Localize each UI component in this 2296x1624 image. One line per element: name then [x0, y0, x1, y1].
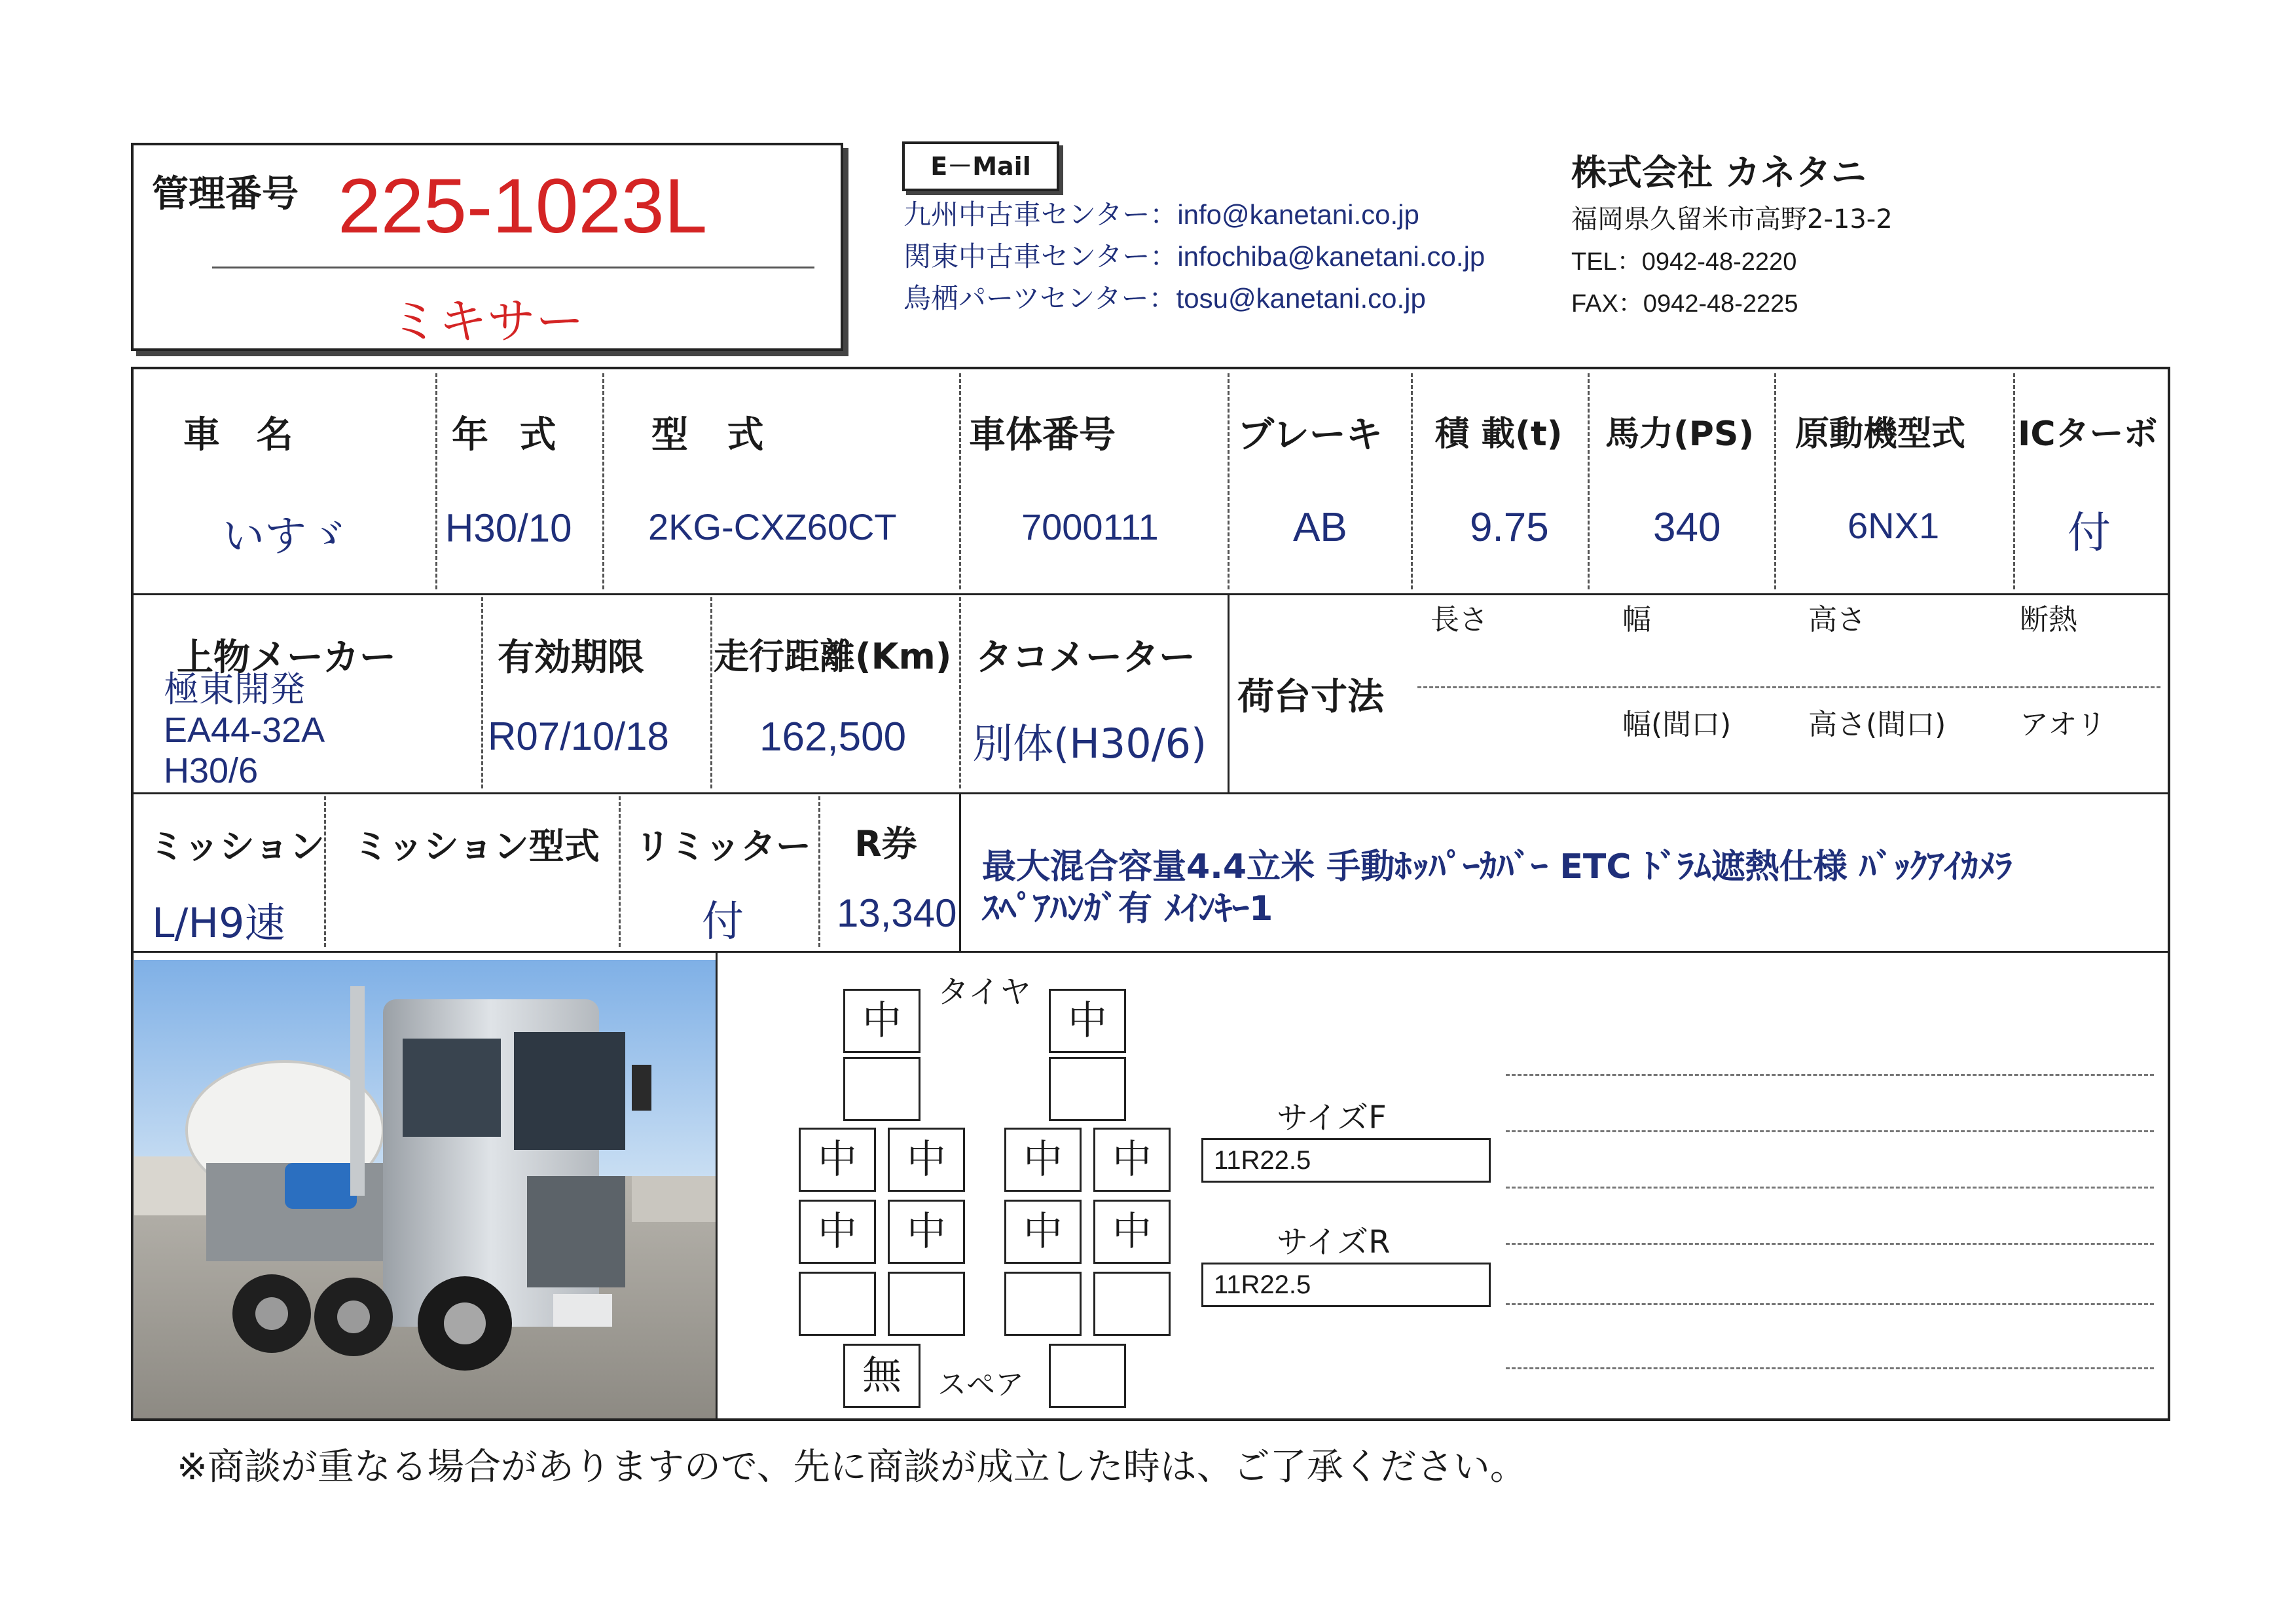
r1-sep-1: [435, 373, 437, 589]
dim-opening-height-label: 高さ(間口): [1808, 708, 1946, 741]
label-body-maker: 上物メーカー: [177, 637, 396, 679]
body-maker-model: EA44-32A: [164, 710, 325, 750]
photo-border: [716, 951, 718, 1421]
vehicle-kind: ミキサー: [390, 293, 584, 350]
management-label: 管理番号: [152, 173, 299, 215]
row-divider-2: [131, 792, 2170, 794]
r1-sep-5: [1411, 373, 1413, 589]
tire-front-left: 中: [843, 989, 920, 1053]
company-tel: TEL：0942-48-2220: [1571, 248, 1797, 276]
value-payload: 9.75: [1470, 505, 1549, 550]
dim-length-label: 長さ: [1430, 603, 1488, 637]
value-tachometer: 別体(H30/6): [972, 720, 1207, 767]
value-brake: AB: [1293, 505, 1347, 550]
remarks-line-5: [1506, 1303, 2154, 1305]
value-transmission: L/H9速: [152, 899, 285, 947]
value-r-ticket: 13,340: [837, 891, 957, 935]
value-chassis-number: 7000111: [1021, 506, 1159, 547]
notes-line-1: 最大混合容量4.4立米 手動ﾎｯﾊﾟｰｶﾊﾞｰ ETC ﾄﾞﾗﾑ遮熱仕様 ﾊﾞｯｸｱｲｶﾒﾗ: [982, 847, 2013, 887]
r2-sep-4: [1228, 593, 1230, 792]
header-payload: 積 載(t): [1435, 415, 1563, 454]
dim-height-label: 高さ: [1808, 603, 1866, 637]
header-vehicle-name: 車 名: [183, 414, 305, 456]
r2-sep-3: [959, 597, 961, 788]
label-cargo-dimensions: 荷台寸法: [1237, 676, 1384, 718]
tire-rear3-4: [1093, 1272, 1171, 1336]
dim-side-gate-label: アオリ: [2020, 708, 2106, 741]
label-expiry: 有効期限: [498, 637, 644, 679]
r1-sep-3: [959, 373, 961, 589]
email-tag: E－Mail: [902, 141, 1059, 191]
tire-spare-status: 無: [843, 1344, 920, 1408]
body-maker-name: 極東開発: [164, 669, 305, 710]
header-model-year: 年 式: [452, 414, 566, 456]
size-r-value: 11R22.5: [1201, 1263, 1491, 1307]
dim-opening-width-label: 幅(間口): [1622, 708, 1732, 741]
remarks-line-3: [1506, 1187, 2154, 1189]
dim-insulation-label: 断熱: [2020, 603, 2077, 637]
tire-rear2-3: 中: [1004, 1200, 1082, 1264]
r2-sep-1: [481, 597, 483, 788]
body-maker-date: H30/6: [164, 751, 259, 790]
label-mileage: 走行距離(Km): [714, 636, 952, 677]
header-horsepower: 馬力(PS): [1605, 415, 1755, 454]
tire-rear1-3: 中: [1004, 1128, 1082, 1192]
size-f-label: サイズF: [1277, 1099, 1387, 1136]
value-ic-turbo: 付: [2068, 507, 2111, 558]
email-row-tosu: [903, 278, 1485, 320]
remarks-line-6: [1506, 1367, 2154, 1369]
tire-title: タイヤ: [938, 974, 1032, 1010]
tire-spare-box: [1049, 1344, 1126, 1408]
management-number: 225-1023L: [338, 163, 708, 249]
value-model-year: H30/10: [445, 506, 572, 550]
tire-rear1-1: 中: [799, 1128, 876, 1192]
company-address: 福岡県久留米市高野2-13-2: [1571, 204, 1893, 234]
r1-sep-8: [2013, 373, 2015, 589]
r3-sep-3: [818, 796, 820, 947]
r3-sep-2: [619, 796, 621, 947]
header-ic-turbo: ICターボ: [2018, 415, 2158, 454]
footer-note: ※商談が重なる場合がありますので、先に商談が成立した時は、ご了承ください。: [177, 1446, 1527, 1488]
email-address-kanto[interactable]: infochiba@kanetani.co.jp: [1177, 241, 1485, 272]
company-name: 株式会社 カネタニ: [1571, 152, 1867, 193]
remarks-line-1: [1506, 1074, 2154, 1076]
vehicle-photo: [134, 960, 716, 1418]
row-divider-1: [131, 593, 2170, 595]
email-address-kyushu[interactable]: info@kanetani.co.jp: [1177, 199, 1419, 230]
cargo-divider: [1417, 686, 2160, 688]
value-expiry: R07/10/18: [488, 714, 669, 758]
remarks-line-4: [1506, 1243, 2154, 1245]
r3-sep-4: [959, 792, 961, 951]
header-limiter: リミッター: [635, 826, 811, 867]
mixer-truck-image: [134, 960, 716, 1418]
email-row-kyushu: [903, 194, 1485, 236]
tire-rear2-1: 中: [799, 1200, 876, 1264]
company-block: [1571, 148, 1893, 325]
management-box: [131, 143, 843, 351]
value-mileage: 162,500: [759, 714, 907, 760]
tire-rear2-2: 中: [888, 1200, 965, 1264]
tire-rear1-4: 中: [1093, 1128, 1171, 1192]
r1-sep-2: [602, 373, 604, 589]
value-horsepower: 340: [1653, 505, 1721, 550]
tire-rear3-1: [799, 1272, 876, 1336]
size-r-label: サイズR: [1277, 1224, 1391, 1261]
notes-line-2: ｽﾍﾟｱﾊﾝｶﾞ有 ﾒｲﾝｷｰ1: [982, 889, 1273, 929]
tire-front-left-2: [843, 1057, 920, 1121]
remarks-line-2: [1506, 1130, 2154, 1132]
tire-rear3-3: [1004, 1272, 1082, 1336]
email-row-kanto: [903, 236, 1485, 278]
value-model-type: 2KG-CXZ60CT: [648, 506, 897, 547]
header-transmission-type: ミッション型式: [354, 826, 600, 867]
company-fax: FAX：0942-48-2225: [1571, 290, 1798, 318]
header-r-ticket: R券: [854, 823, 917, 864]
header-model-type: 型 式: [651, 414, 777, 456]
spare-label: スペア: [938, 1368, 1024, 1401]
r1-sep-7: [1774, 373, 1776, 589]
email-label-tosu: 鳥栖パーツセンター：: [903, 282, 1176, 314]
email-address-tosu[interactable]: tosu@kanetani.co.jp: [1176, 283, 1426, 314]
email-label-kanto: 関東中古車センター：: [903, 240, 1178, 272]
header-chassis-number: 車体番号: [969, 414, 1116, 456]
r1-sep-6: [1588, 373, 1590, 589]
header-brake: ブレーキ: [1237, 414, 1383, 456]
tire-rear3-2: [888, 1272, 965, 1336]
header-engine-type: 原動機型式: [1795, 415, 1966, 454]
email-contacts: [903, 194, 1485, 320]
header-divider: [212, 267, 814, 268]
r1-sep-4: [1228, 373, 1230, 589]
value-limiter: 付: [702, 898, 744, 946]
dim-width-label: 幅: [1622, 603, 1651, 637]
size-f-value: 11R22.5: [1201, 1138, 1491, 1183]
tire-rear1-2: 中: [888, 1128, 965, 1192]
value-vehicle-name: いすゞ: [223, 513, 348, 561]
notes-block: [982, 846, 2013, 930]
tire-rear2-4: 中: [1093, 1200, 1171, 1264]
tire-front-right-2: [1049, 1057, 1126, 1121]
row-divider-3: [131, 951, 2170, 953]
header-transmission: ミッション: [149, 826, 325, 867]
r2-sep-2: [710, 597, 712, 788]
tire-front-right: 中: [1049, 989, 1126, 1053]
label-tachometer: タコメーター: [975, 637, 1195, 679]
email-label-kyushu: 九州中古車センター：: [903, 198, 1178, 231]
body-maker-lines: [164, 669, 325, 791]
value-engine-type: 6NX1: [1848, 505, 1940, 546]
